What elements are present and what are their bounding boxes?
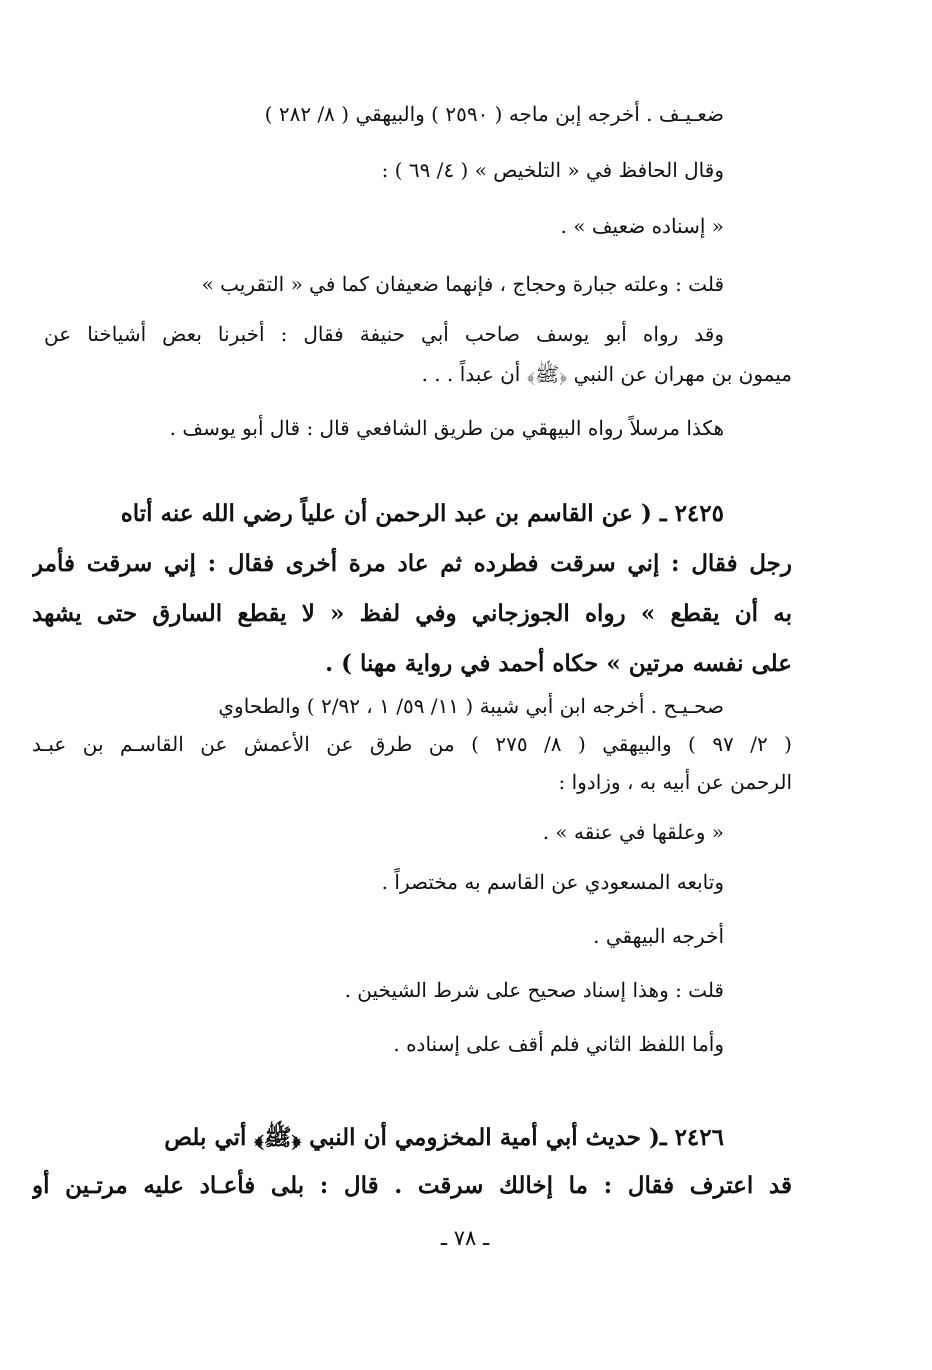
text-line: رجل فقال : إني سرقت فطرده ثم عاد مرة أخرى فقال : إني سرقت فأمر xyxy=(32,550,792,577)
text-line: الرحمن عن أبيه به ، وزادوا : xyxy=(558,770,792,794)
text-line: « وعلقها في عنقه » . xyxy=(542,820,724,844)
text-line: قد اعترف فقال : ما إخالك سرقت . قال : بلى فأعـاد عليه مرتـين أو xyxy=(32,1172,792,1199)
hadith-heading-2425: ٢٤٢٥ ـ ( عن القاسم بن عبد الرحمن أن علياً رضي الله عنه أتاه xyxy=(120,500,724,527)
hadith-heading-2426: ٢٤٢٦ ـ( حديث أبي أمية المخزومي أن النبي ﴿ﷺ﴾ أتي بلص xyxy=(164,1124,724,1151)
text-line: « إسناده ضعيف » . xyxy=(560,214,724,238)
text-line: أخرجه البيهقي . xyxy=(593,924,724,948)
page-number: ـ ٧٨ ـ xyxy=(440,1226,490,1250)
text-line: وقد رواه أبو يوسف صاحب أبي حنيفة فقال : أخبرنا بعض أشياخنا عن xyxy=(44,322,724,346)
text-line: به أن يقطع » رواه الجوزجاني وفي لفظ « لا يقطع السارق حتى يشهد xyxy=(32,600,792,627)
text-line: هكذا مرسلاً رواه البيهقي من طريق الشافعي قال : قال أبو يوسف . xyxy=(169,416,724,440)
text-line: قلت : وعلته جبارة وحجاج ، فإنهما ضعيفان كما في « التقريب » xyxy=(201,272,724,296)
text-line: ضعـيـف . أخرجه إبن ماجه ( ٢٥٩٠ ) والبيهقي ( ٨/ ٢٨٢ ) xyxy=(264,102,724,126)
text-line: قلت : وهذا إسناد صحيح على شرط الشيخين . xyxy=(344,978,724,1002)
text-line: ميمون بن مهران عن النبي ﴿ﷺ﴾ أن عبداً . . . xyxy=(421,362,792,386)
text-line: وأما اللفظ الثاني فلم أقف على إسناده . xyxy=(393,1032,724,1056)
text-line: وتابعه المسعودي عن القاسم به مختصراً . xyxy=(381,870,724,894)
text-line: ( ٢/ ٩٧ ) والبيهقي ( ٨/ ٢٧٥ ) من طرق عن الأعمش عن القاسـم بن عبـد xyxy=(32,732,792,756)
text-line: على نفسه مرتين » حكاه أحمد في رواية مهنا ) . xyxy=(325,650,792,677)
text-line: وقال الحافظ في « التلخيص » ( ٤/ ٦٩ ) : xyxy=(381,158,724,182)
text-line: صحـيـح . أخرجه ابن أبي شيبة ( ١١/ ٥٩/ ١ ، ٢/٩٢ ) والطحاوي xyxy=(218,694,724,718)
